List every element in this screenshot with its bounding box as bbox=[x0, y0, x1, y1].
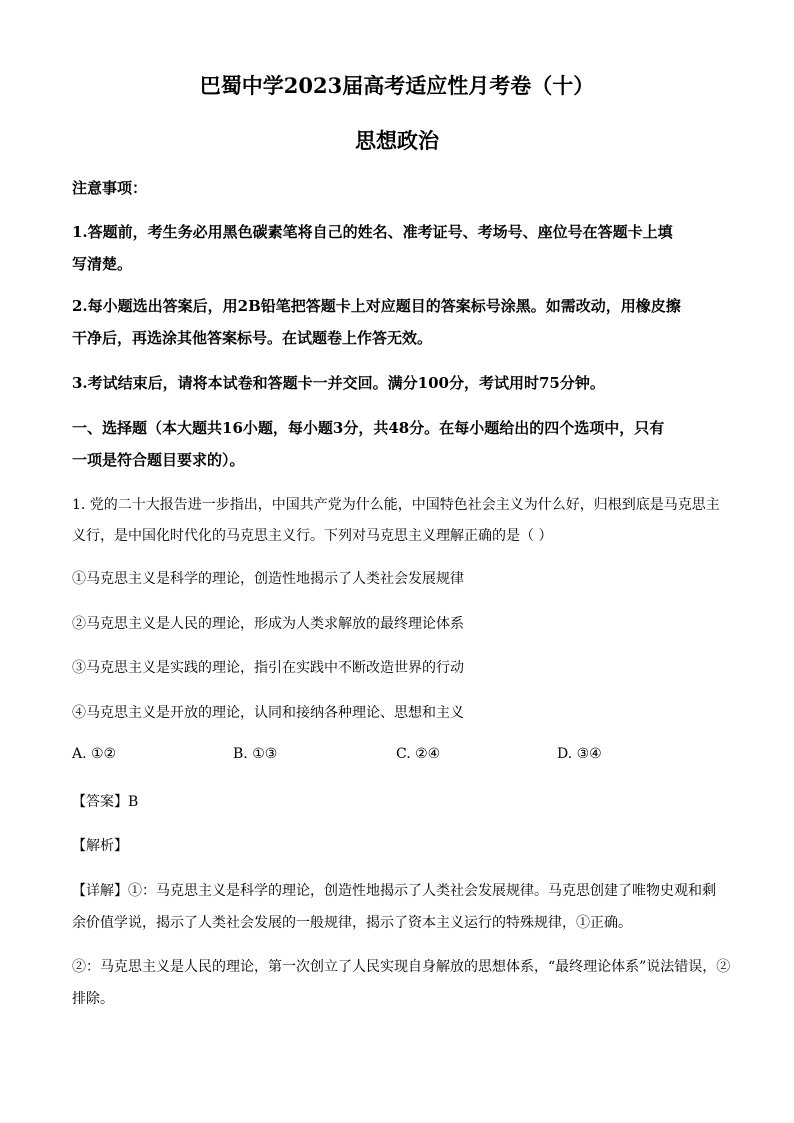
subject-title: 思想政治 bbox=[355, 128, 439, 153]
statement-4: ④马克思主义是开放的理论，认同和接纳各种理论、思想和主义 bbox=[72, 705, 464, 721]
detail-2-line-2: 排除。 bbox=[72, 991, 114, 1007]
notice-heading: 注意事项： bbox=[72, 179, 148, 197]
statement-3: ③马克思主义是实践的理论，指引在实践中不断改造世界的行动 bbox=[72, 660, 464, 676]
notice-item-3: 3.考试结束后，请将本试卷和答题卡一并交回。满分100分，考试用时75分钟。 bbox=[72, 374, 605, 392]
option-a: A. ①② bbox=[72, 746, 117, 762]
detail-2-line-1: ②：马克思主义是人民的理论，第一次创立了人民实现自身解放的思想体系，“最终理论体系”说法错误，② bbox=[72, 959, 731, 975]
notice-item-1-line-2: 写清楚。 bbox=[72, 255, 133, 273]
notice-item-2-line-2: 干净后，再选涂其他答案标号。在试题卷上作答无效。 bbox=[72, 329, 433, 347]
question-1-stem-line-2: 义行，是中国化时代化的马克思主义行。下列对马克思主义理解正确的是（ ） bbox=[72, 528, 553, 544]
exam-title: 巴蜀中学2023届高考适应性月考卷（十） bbox=[199, 73, 595, 98]
section-heading-line-2: 一项是符合题目要求的）。 bbox=[72, 451, 245, 469]
question-1-stem-line-1: 1. 党的二十大报告进一步指出，中国共产党为什么能，中国特色社会主义为什么好，归根到底是马克思主 bbox=[72, 497, 720, 513]
section-heading-line-1: 一、选择题（本大题共16小题，每小题3分，共48分。在每小题给出的四个选项中，只有 bbox=[72, 419, 665, 437]
option-d: D. ③④ bbox=[557, 746, 602, 762]
detail-line-1: 【详解】①：马克思主义是科学的理论，创造性地揭示了人类社会发展规律。马克思创建了唯物史观和剩 bbox=[72, 883, 716, 899]
notice-item-2-line-1: 2.每小题选出答案后，用2B铅笔把答题卡上对应题目的答案标号涂黑。如需改动，用橡皮擦 bbox=[72, 297, 681, 315]
analysis-label: 【解析】 bbox=[72, 838, 128, 854]
option-b: B. ①③ bbox=[233, 746, 278, 762]
answer-label: 【答案】B bbox=[72, 794, 139, 810]
notice-item-1-line-1: 1.答题前，考生务必用黑色碳素笔将自己的姓名、准考证号、考场号、座位号在答题卡上填 bbox=[72, 223, 673, 241]
option-c: C. ②④ bbox=[396, 746, 441, 762]
statement-2: ②马克思主义是人民的理论，形成为人类求解放的最终理论体系 bbox=[72, 616, 464, 632]
detail-line-2: 余价值学说，揭示了人类社会发展的一般规律，揭示了资本主义运行的特殊规律，①正确。 bbox=[72, 915, 632, 931]
statement-1: ①马克思主义是科学的理论，创造性地揭示了人类社会发展规律 bbox=[72, 571, 464, 587]
